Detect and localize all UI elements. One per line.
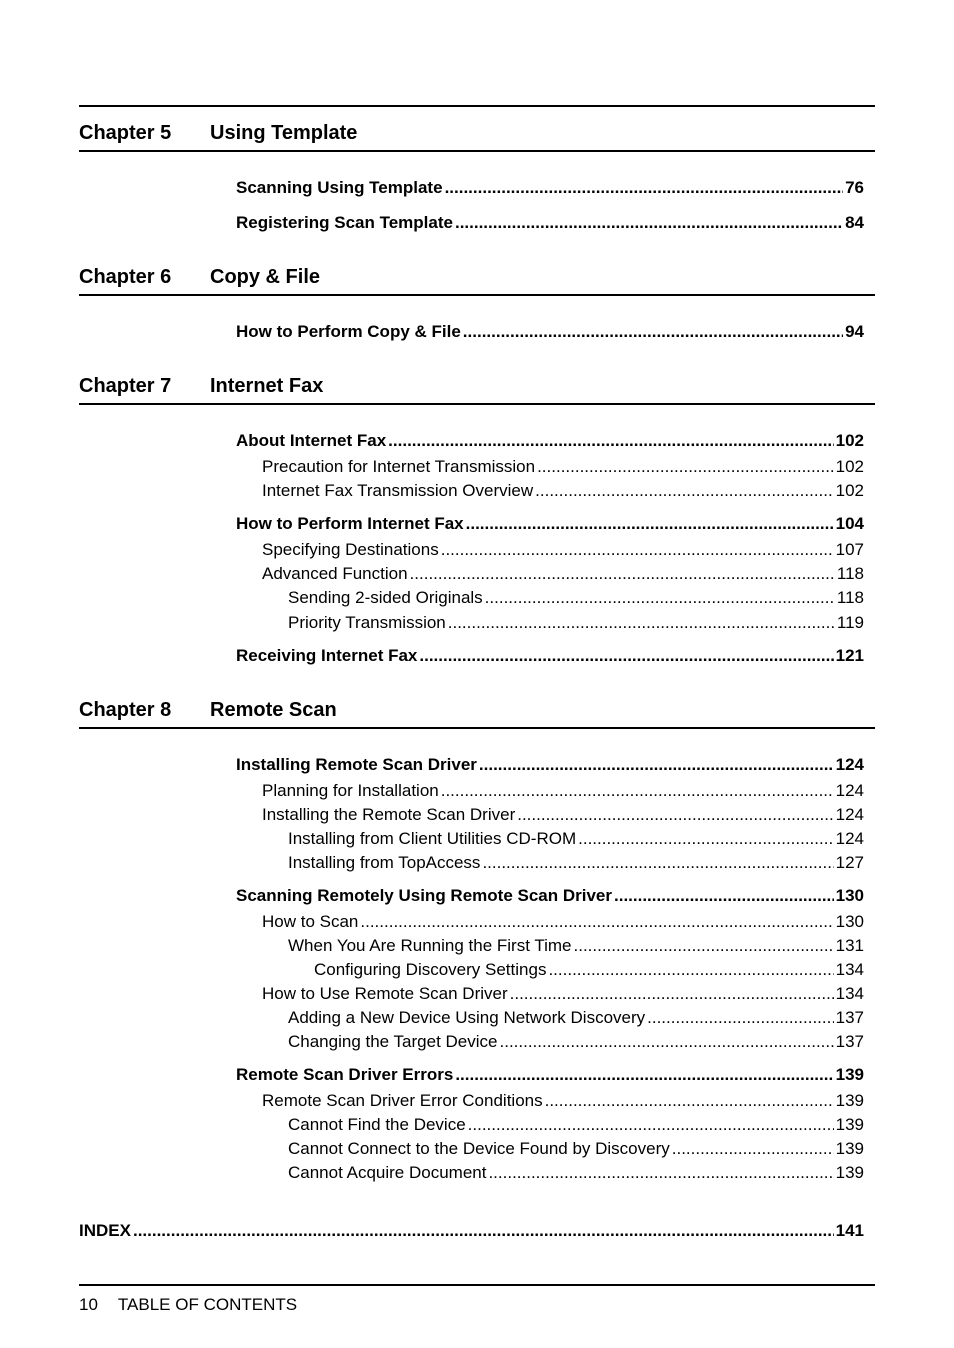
toc-page: 130 bbox=[835, 886, 864, 905]
dot-leader bbox=[360, 911, 833, 933]
footer-section-title: TABLE OF CONTENTS bbox=[117, 1295, 298, 1314]
toc-label: Remote Scan Driver Error Conditions bbox=[262, 1091, 543, 1110]
dot-leader bbox=[448, 612, 835, 634]
toc-entry[interactable] bbox=[236, 645, 864, 667]
toc-label: Planning for Installation bbox=[262, 781, 439, 800]
dot-leader bbox=[455, 1064, 833, 1086]
toc-entry[interactable] bbox=[288, 1162, 864, 1184]
toc-page: 84 bbox=[845, 213, 864, 232]
chapter-rule bbox=[79, 150, 875, 152]
toc-entry[interactable] bbox=[288, 852, 864, 874]
toc-entry[interactable] bbox=[236, 1064, 864, 1086]
toc-page: 124 bbox=[835, 829, 864, 848]
toc-label: Installing Remote Scan Driver bbox=[236, 755, 477, 774]
toc-label: Receiving Internet Fax bbox=[236, 646, 418, 665]
toc-label: Changing the Target Device bbox=[288, 1032, 498, 1051]
dot-leader bbox=[510, 983, 834, 1005]
footer-rule bbox=[79, 1284, 875, 1286]
toc-page: 76 bbox=[845, 178, 864, 197]
toc-entry-index[interactable] bbox=[79, 1220, 864, 1242]
dot-leader bbox=[482, 852, 833, 874]
toc-entry[interactable] bbox=[288, 828, 864, 850]
toc-page: 139 bbox=[835, 1163, 864, 1182]
toc-page: 118 bbox=[836, 588, 864, 607]
chapter-title: Remote Scan bbox=[210, 699, 337, 721]
toc-label: Cannot Connect to the Device Found by Discovery bbox=[288, 1139, 670, 1158]
toc-entry[interactable] bbox=[262, 780, 864, 802]
toc-label: Cannot Acquire Document bbox=[288, 1163, 487, 1182]
toc-page: 102 bbox=[835, 431, 864, 450]
page-footer bbox=[79, 1294, 297, 1316]
dot-leader bbox=[466, 513, 834, 535]
dot-leader bbox=[479, 754, 834, 776]
toc-page: 130 bbox=[835, 912, 864, 931]
toc-label: Scanning Remotely Using Remote Scan Driver bbox=[236, 886, 612, 905]
toc-page: 119 bbox=[836, 613, 864, 632]
dot-leader bbox=[537, 456, 834, 478]
toc-page: 102 bbox=[835, 481, 864, 500]
toc-label: INDEX bbox=[79, 1221, 131, 1240]
toc-entry[interactable] bbox=[262, 804, 864, 826]
toc-label: Cannot Find the Device bbox=[288, 1115, 466, 1134]
toc-entry[interactable] bbox=[288, 935, 864, 957]
toc-entry[interactable] bbox=[236, 321, 864, 343]
toc-entry[interactable] bbox=[262, 983, 864, 1005]
toc-label: Internet Fax Transmission Overview bbox=[262, 481, 534, 500]
toc-page: 107 bbox=[835, 540, 864, 559]
dot-leader bbox=[485, 587, 835, 609]
chapter-title: Using Template bbox=[210, 122, 358, 144]
toc-page: 137 bbox=[835, 1032, 864, 1051]
toc-page: 134 bbox=[835, 960, 864, 979]
toc-label: Sending 2-sided Originals bbox=[288, 588, 483, 607]
dot-leader bbox=[463, 321, 843, 343]
chapter-number: Chapter 7 bbox=[79, 375, 172, 397]
toc-page: 124 bbox=[835, 805, 864, 824]
toc-label: Advanced Function bbox=[262, 564, 408, 583]
toc-page: 137 bbox=[835, 1008, 864, 1027]
toc-entry[interactable] bbox=[288, 1007, 864, 1029]
toc-page: 104 bbox=[835, 514, 864, 533]
toc-label: How to Perform Internet Fax bbox=[236, 514, 464, 533]
toc-entry[interactable] bbox=[236, 513, 864, 535]
toc-entry[interactable] bbox=[236, 754, 864, 776]
dot-leader bbox=[441, 780, 834, 802]
toc-label: Configuring Discovery Settings bbox=[314, 960, 547, 979]
toc-page: 94 bbox=[845, 322, 864, 341]
footer-page-number: 10 bbox=[79, 1295, 98, 1314]
toc-entry[interactable] bbox=[262, 563, 864, 585]
toc-entry[interactable] bbox=[262, 456, 864, 478]
dot-leader bbox=[535, 480, 833, 502]
toc-entry[interactable] bbox=[288, 1138, 864, 1160]
toc-label: Registering Scan Template bbox=[236, 213, 453, 232]
dot-leader bbox=[133, 1220, 834, 1242]
toc-page: 124 bbox=[835, 781, 864, 800]
dot-leader bbox=[388, 430, 833, 452]
toc-entry[interactable] bbox=[262, 911, 864, 933]
toc-label: How to Use Remote Scan Driver bbox=[262, 984, 508, 1003]
toc-page: 141 bbox=[835, 1221, 864, 1240]
dot-leader bbox=[548, 959, 833, 981]
toc-entry[interactable] bbox=[314, 959, 864, 981]
dot-leader bbox=[441, 539, 834, 561]
dot-leader bbox=[455, 212, 843, 234]
toc-label: Installing from Client Utilities CD-ROM bbox=[288, 829, 577, 848]
toc-entry[interactable] bbox=[262, 539, 864, 561]
toc-page: 134 bbox=[835, 984, 864, 1003]
toc-label: Specifying Destinations bbox=[262, 540, 439, 559]
chapter-title: Internet Fax bbox=[210, 375, 324, 397]
dot-leader bbox=[614, 885, 834, 907]
dot-leader bbox=[419, 645, 833, 667]
toc-page: 118 bbox=[836, 564, 864, 583]
toc-page: 139 bbox=[835, 1065, 864, 1084]
toc-label: Remote Scan Driver Errors bbox=[236, 1065, 454, 1084]
dot-leader bbox=[578, 828, 834, 850]
toc-label: When You Are Running the First Time bbox=[288, 936, 572, 955]
toc-label: Installing from TopAccess bbox=[288, 853, 481, 872]
toc-entry[interactable] bbox=[262, 1090, 864, 1112]
toc-page: 139 bbox=[835, 1139, 864, 1158]
chapter-title: Copy & File bbox=[210, 266, 321, 288]
dot-leader bbox=[500, 1031, 834, 1053]
dot-leader bbox=[574, 935, 834, 957]
dot-leader bbox=[410, 563, 835, 585]
toc-label: Precaution for Internet Transmission bbox=[262, 457, 536, 476]
toc-entry[interactable] bbox=[288, 1031, 864, 1053]
toc-entry[interactable] bbox=[262, 480, 864, 502]
toc-entry[interactable] bbox=[236, 885, 864, 907]
toc-page: 131 bbox=[835, 936, 864, 955]
dot-leader bbox=[445, 177, 844, 199]
chapter-rule bbox=[79, 727, 875, 729]
toc-label: Installing the Remote Scan Driver bbox=[262, 805, 516, 824]
toc-page: 121 bbox=[835, 646, 864, 665]
toc-entry[interactable] bbox=[288, 612, 864, 634]
top-rule bbox=[79, 105, 875, 107]
toc-entry[interactable] bbox=[236, 177, 864, 199]
toc-entry[interactable] bbox=[236, 430, 864, 452]
toc-label: Priority Transmission bbox=[288, 613, 446, 632]
chapter-number: Chapter 8 bbox=[79, 699, 172, 721]
chapter-number: Chapter 6 bbox=[79, 266, 172, 288]
toc-label: How to Scan bbox=[262, 912, 359, 931]
toc-entry[interactable] bbox=[288, 587, 864, 609]
toc-entry[interactable] bbox=[288, 1114, 864, 1136]
dot-leader bbox=[517, 804, 833, 826]
toc-label: About Internet Fax bbox=[236, 431, 387, 450]
dot-leader bbox=[672, 1138, 834, 1160]
dot-leader bbox=[647, 1007, 833, 1029]
chapter-rule bbox=[79, 294, 875, 296]
toc-label: Scanning Using Template bbox=[236, 178, 443, 197]
toc-page: 124 bbox=[835, 755, 864, 774]
chapter-rule bbox=[79, 403, 875, 405]
toc-page: 139 bbox=[835, 1091, 864, 1110]
toc-label: Adding a New Device Using Network Discovery bbox=[288, 1008, 646, 1027]
toc-entry[interactable] bbox=[236, 212, 864, 234]
dot-leader bbox=[545, 1090, 834, 1112]
toc-page: 127 bbox=[835, 853, 864, 872]
dot-leader bbox=[468, 1114, 834, 1136]
toc-page: 139 bbox=[835, 1115, 864, 1134]
toc-label: How to Perform Copy & File bbox=[236, 322, 461, 341]
dot-leader bbox=[488, 1162, 833, 1184]
chapter-number: Chapter 5 bbox=[79, 122, 172, 144]
toc-page: 102 bbox=[835, 457, 864, 476]
